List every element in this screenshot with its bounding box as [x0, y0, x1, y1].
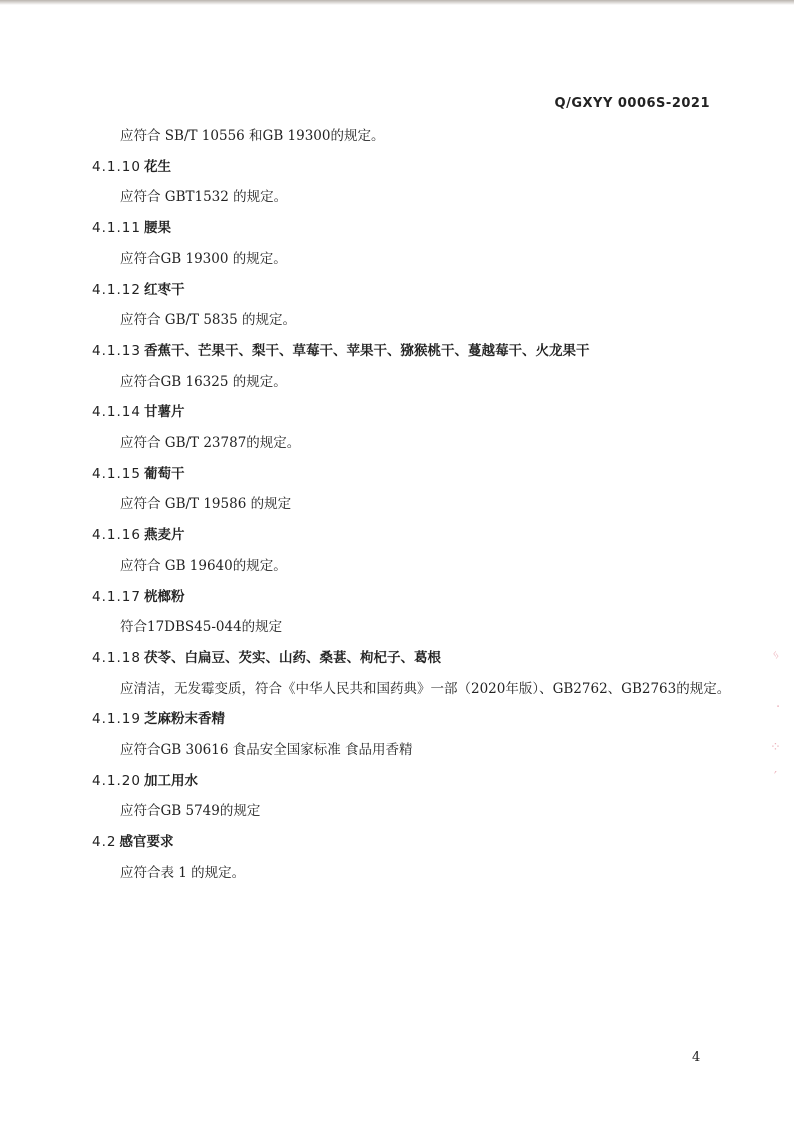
section-number: 4.1.17: [92, 588, 141, 605]
section-number: 4.1.14: [92, 404, 141, 421]
section-heading: [92, 339, 589, 359]
section-heading: [92, 707, 225, 727]
section-heading: [92, 400, 184, 420]
body-paragraph: 应符合 GB/T 5835 的规定。: [120, 312, 296, 329]
body-paragraph: 应符合GB 5749的规定: [120, 803, 261, 820]
page-number: 4: [692, 1050, 701, 1065]
section-number: 4.1.20: [92, 772, 141, 789]
section-number: 4.1.13: [92, 342, 141, 359]
section-title: 茯苓、白扁豆、芡实、山药、桑葚、枸杞子、葛根: [143, 649, 441, 666]
section-title: 甘薯片: [143, 404, 185, 421]
section-number: 4.1.12: [92, 281, 141, 298]
section-title: 桄榔粉: [143, 588, 185, 605]
section-title: 香蕉干、芒果干、梨干、草莓干、苹果干、猕猴桃干、蔓越莓干、火龙果干: [143, 342, 590, 359]
section-heading: [92, 769, 198, 789]
body-paragraph: 应符合 GB 19640的规定。: [120, 557, 287, 574]
section-title: 燕麦片: [143, 527, 185, 544]
section-number: 4.1.19: [92, 711, 141, 728]
body-paragraph: 应符合GB 16325 的规定。: [120, 373, 287, 390]
section-title: 腰果: [143, 220, 171, 237]
section-title: 加工用水: [143, 772, 198, 789]
stamp-fragment: ′: [774, 770, 777, 785]
stamp-fragment: ·: [776, 700, 781, 715]
body-paragraph: 应符合表 1 的规定。: [120, 864, 246, 881]
body-paragraph: 应符合 GB/T 19586 的规定: [120, 496, 292, 513]
stamp-fragment: ⁘: [770, 740, 781, 755]
stamp-fragment: ᛃ: [772, 648, 780, 663]
scan-edge: [0, 0, 794, 5]
section-title: 感官要求: [119, 834, 174, 851]
body-paragraph: 应符合 GB/T 23787的规定。: [120, 435, 301, 451]
section-heading: [92, 155, 171, 175]
section-heading: [92, 523, 184, 543]
section-number: 4.1.18: [92, 649, 141, 666]
section-number: 4.1.11: [92, 220, 141, 237]
body-paragraph: 应符合GB 30616 食品安全国家标准 食品用香精: [120, 742, 413, 758]
section-heading: [92, 462, 184, 482]
body-paragraph: 应符合 GBT1532 的规定。: [120, 189, 288, 206]
body-paragraph: 符合17DBS45-044的规定: [120, 619, 283, 636]
section-heading: [92, 278, 184, 298]
section-title: 花生: [143, 158, 171, 175]
section-title: 葡萄干: [143, 465, 185, 482]
section-title: 芝麻粉末香精: [143, 711, 225, 728]
section-heading: [92, 646, 441, 666]
body-paragraph: 应清洁，无发霉变质，符合《中华人民共和国药典》一部（2020年版）、GB2762、GB2763的规定。: [120, 680, 731, 697]
body-paragraph: 应符合GB 19300 的规定。: [120, 250, 287, 267]
body-paragraph: 应符合 SB/T 10556 和GB 19300的规定。: [120, 128, 385, 144]
section-number: 4.1.10: [92, 158, 141, 175]
section-number: 4.1.16: [92, 527, 141, 544]
section-title: 红枣干: [143, 281, 185, 298]
section-heading: [92, 585, 184, 605]
section-heading: [92, 216, 171, 236]
section-number: 4.1.15: [92, 465, 141, 482]
document-code: Q/GXYY 0006S-2021: [554, 96, 710, 111]
section-heading: [92, 830, 173, 850]
section-number: 4.2: [92, 834, 117, 851]
